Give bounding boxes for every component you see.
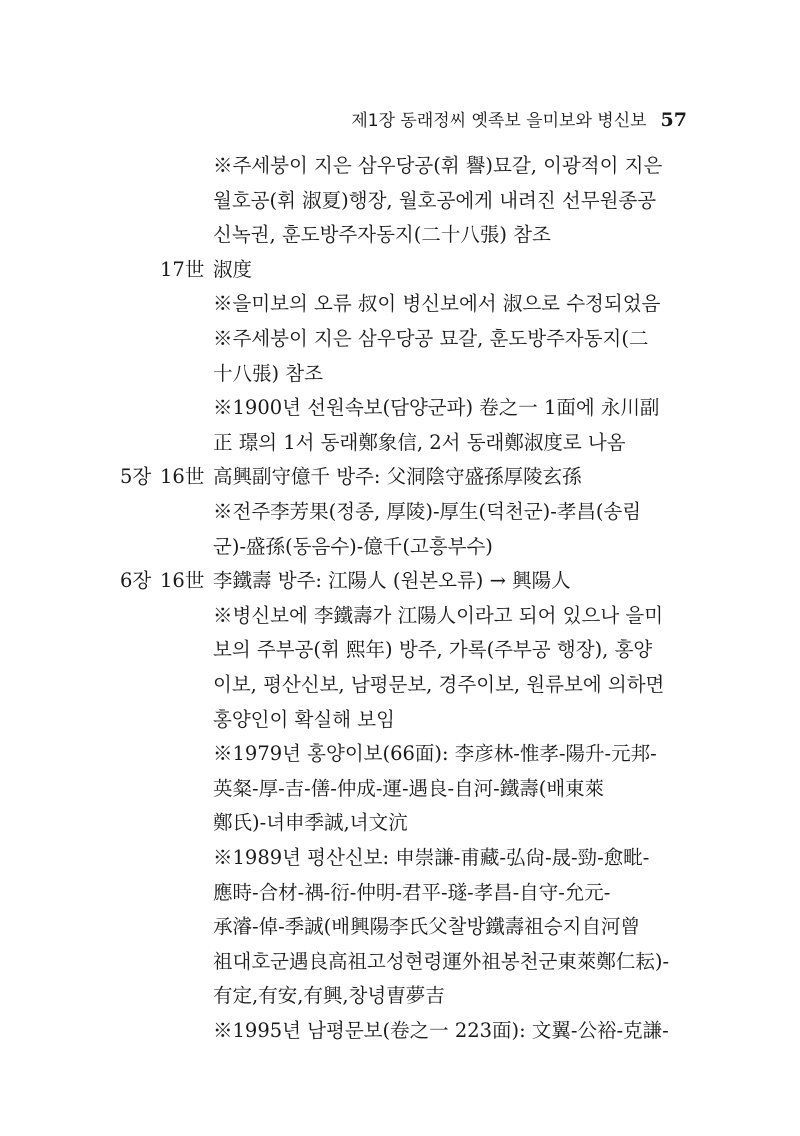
- text-line: 承濬-倬-季誠(배興陽李氏父찰방鐵壽祖승지自河曾: [213, 915, 640, 938]
- text-line: ※1995년 남평문보(卷之一 223面): 文翼-公裕-克謙-: [213, 1019, 669, 1042]
- text-line: ※을미보의 오류 叔이 병신보에서 淑으로 수정되었음: [213, 292, 661, 315]
- text-line: 신녹권, 훈도방주자동지(二十八張) 참조: [213, 223, 551, 246]
- generation-label: 16世: [160, 569, 205, 592]
- text-line: 高興副守億千 방주: 父洞陰守盛孫厚陵玄孫: [213, 465, 582, 488]
- text-line: 李鐵壽 방주: 江陽人 (원본오류) → 興陽人: [213, 569, 571, 592]
- text-line: 군)-盛孫(동음수)-億千(고흥부수): [213, 535, 493, 558]
- text-line: 應時-合材-禑-衍-仲明-君平-璲-孝昌-自守-允元-: [213, 881, 611, 904]
- text-line: ※병신보에 李鐵壽가 江陽人이라고 되어 있으나 을미: [213, 604, 664, 627]
- text-line: 보의 주부공(휘 熙年) 방주, 가록(주부공 행장), 홍양: [213, 638, 653, 661]
- page-number: 57: [660, 109, 687, 131]
- generation-label: 17世: [160, 258, 205, 281]
- text-line: 英粲-厚-吉-僐-仲成-運-遇良-自河-鐵壽(배東萊: [213, 777, 605, 800]
- running-header: [351, 106, 687, 131]
- text-line: 이보, 평산신보, 남평문보, 경주이보, 원류보에 의하면: [213, 673, 665, 696]
- generation-label: 16世: [160, 465, 205, 488]
- text-line: ※주세붕이 지은 삼우당공 묘갈, 훈도방주자동지(二: [213, 327, 649, 350]
- text-line: ※1979년 홍양이보(66面): 李彦林-惟孝-陽升-元邦-: [213, 742, 657, 765]
- text-line: 祖대호군遇良高祖고성현령運外祖봉천군東萊鄭仁耘)-: [213, 950, 670, 973]
- text-line: 正 璟의 1서 동래鄭象信, 2서 동래鄭淑度로 나옴: [213, 431, 626, 454]
- text-line: 淑度: [213, 258, 253, 281]
- running-title: 제1장 동래정씨 옛족보 을미보와 병신보: [351, 111, 647, 131]
- text-line: 홍양인이 확실해 보임: [213, 708, 395, 731]
- text-line: 월호공(휘 淑夏)행장, 월호공에게 내려진 선무원종공: [213, 189, 657, 212]
- text-line: ※1900년 선원속보(담양군파) 卷之一 1面에 永川副: [213, 396, 660, 419]
- text-line: ※전주李芳果(정종, 厚陵)-厚生(덕천군)-孝昌(송림: [213, 500, 642, 523]
- text-line: ※주세붕이 지은 삼우당공(휘 譽)묘갈, 이광적이 지은: [213, 154, 663, 177]
- entry-number: 5장: [120, 465, 152, 488]
- text-line: ※1989년 평산신보: 申崇謙-甫藏-弘尙-晟-勁-愈毗-: [213, 846, 650, 869]
- text-line: 鄭氏)-녀申季誠,녀文沆: [213, 811, 408, 834]
- text-line: 有定,有安,有興,창녕曺夢吉: [213, 984, 445, 1007]
- text-line: 十八張) 참조: [213, 362, 323, 385]
- entry-number: 6장: [120, 569, 152, 592]
